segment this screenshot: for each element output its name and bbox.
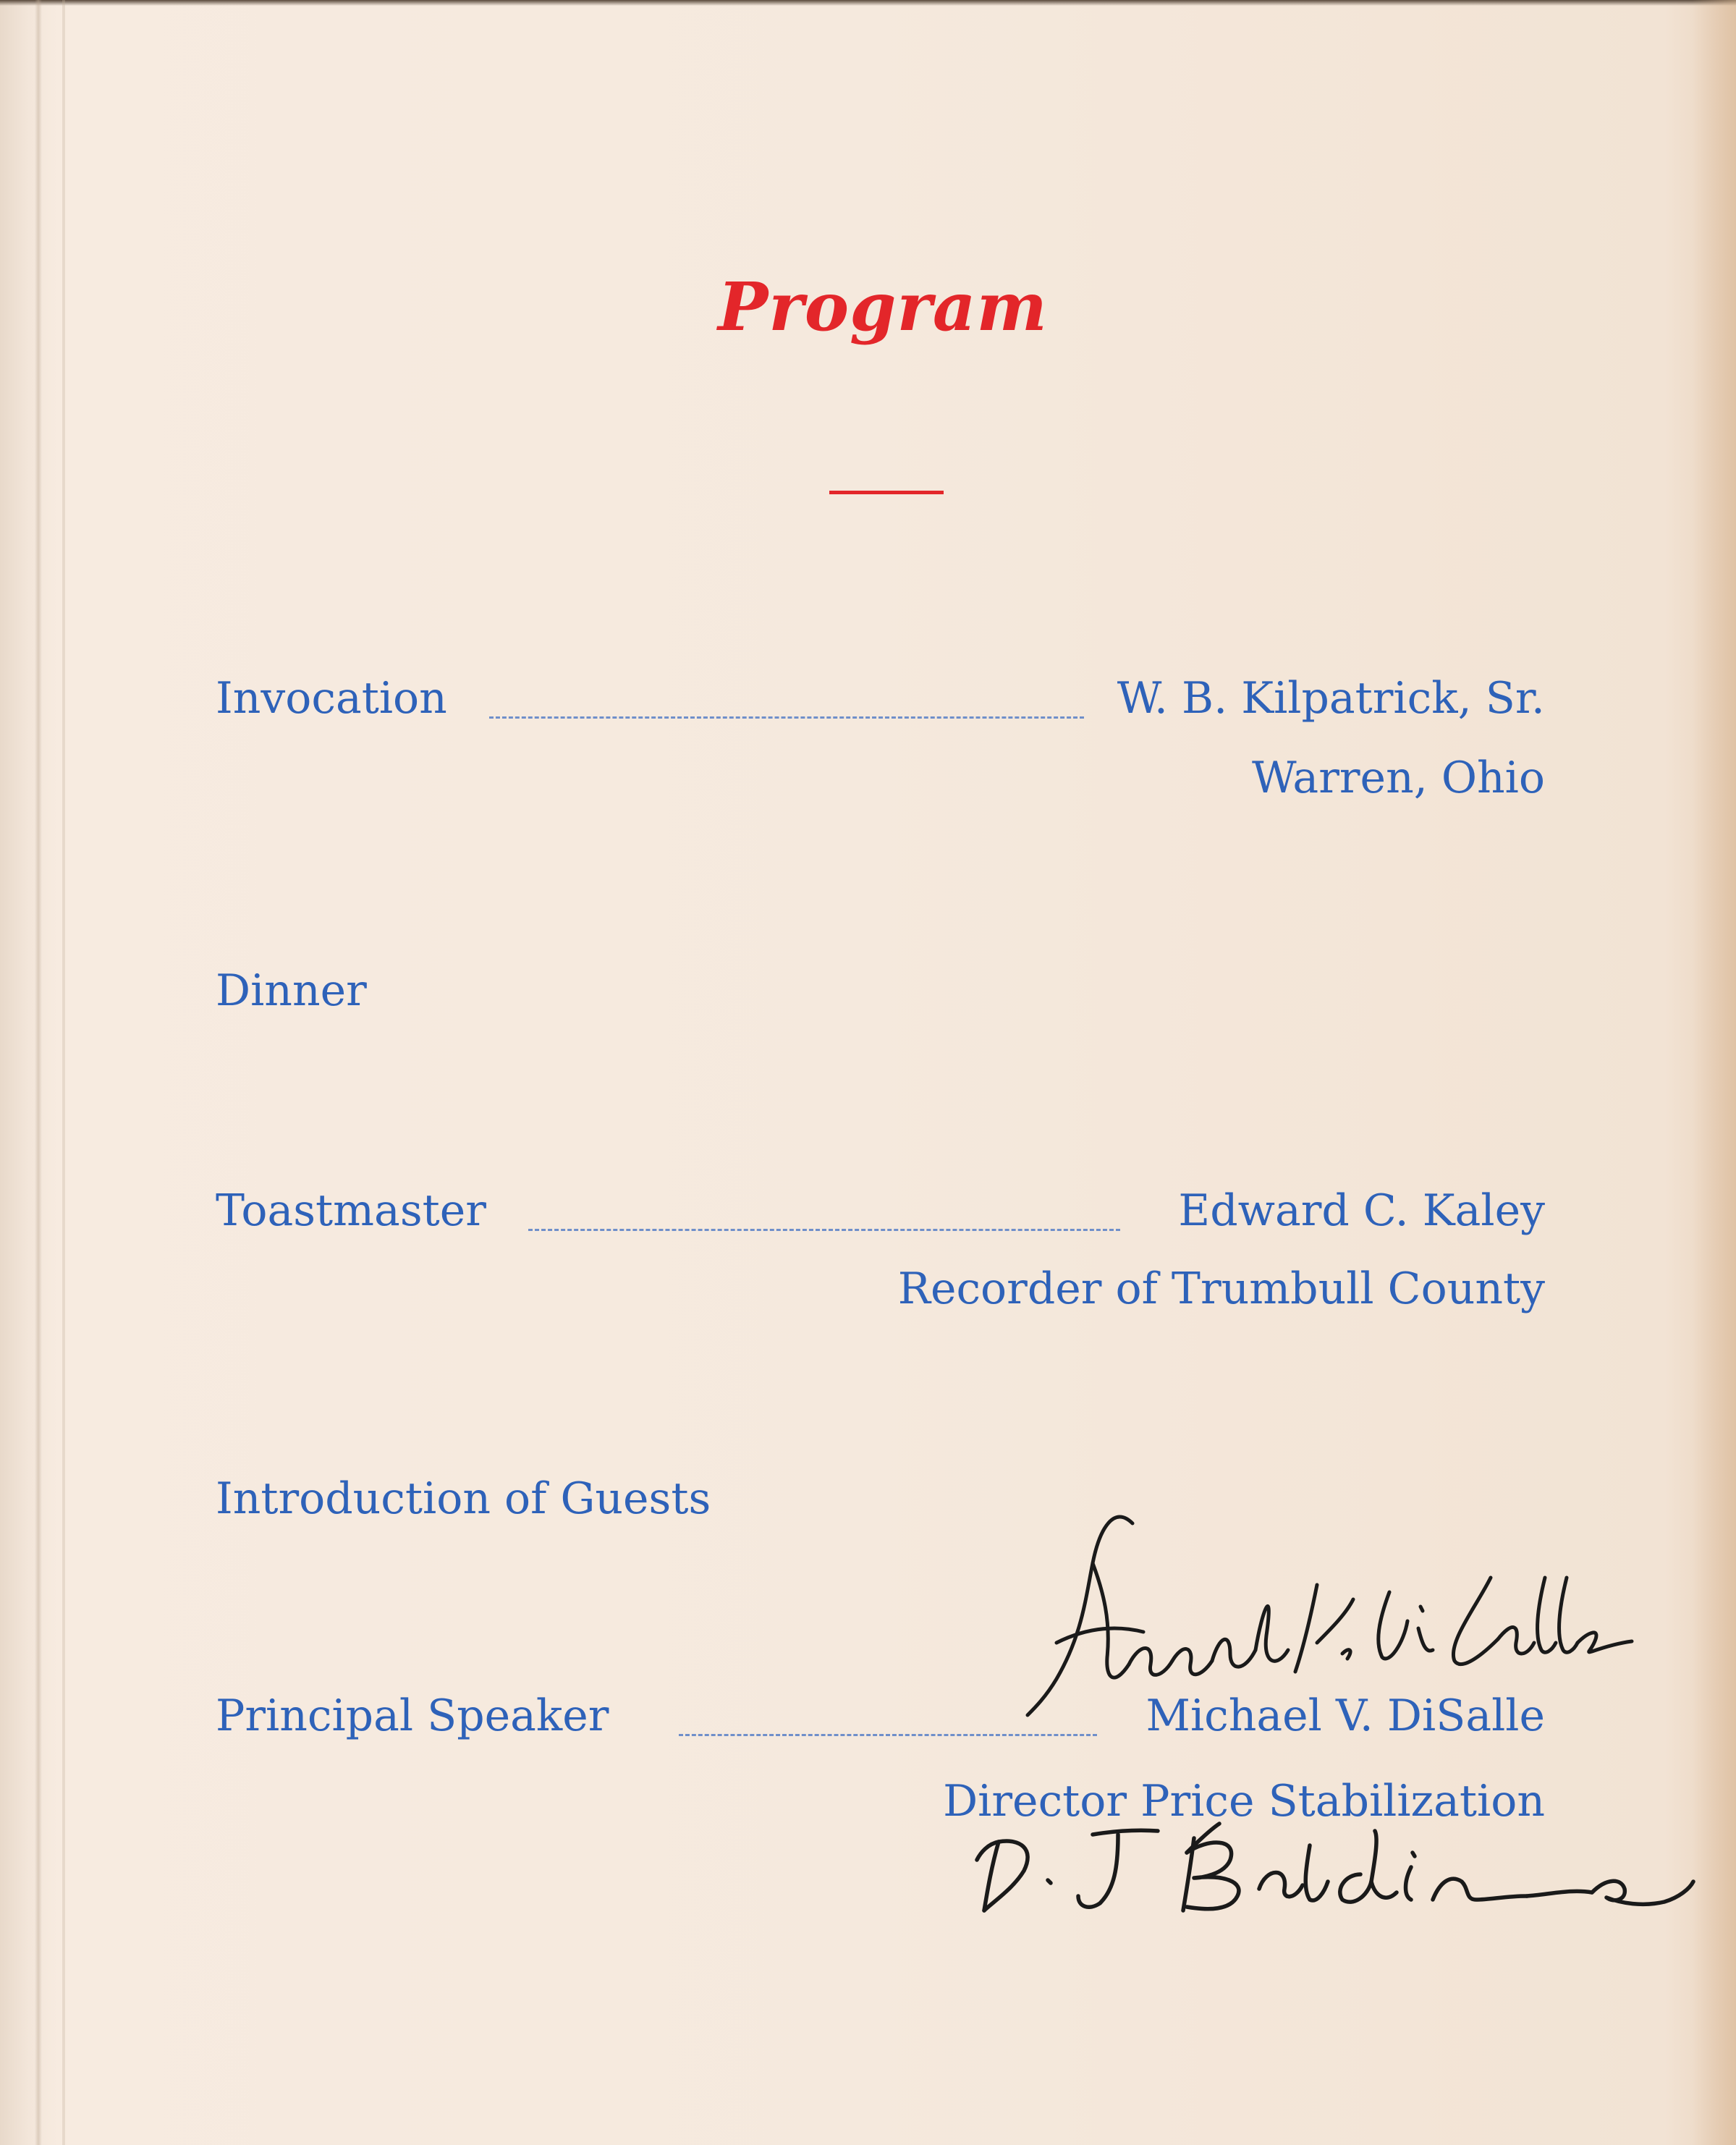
toastmaster-detail: Recorder of Trumbull County bbox=[897, 1264, 1545, 1314]
invocation-leader bbox=[489, 716, 1084, 719]
invocation-name: W. B. Kilpatrick, Sr. bbox=[1117, 673, 1545, 724]
disalle-signature bbox=[1013, 1498, 1635, 1737]
toastmaster-name: Edward C. Kaley bbox=[1178, 1185, 1545, 1236]
toastmaster-label: Toastmaster bbox=[216, 1185, 486, 1236]
invocation-detail: Warren, Ohio bbox=[1251, 753, 1545, 803]
page-title: Program bbox=[718, 268, 1048, 346]
invocation-label: Invocation bbox=[216, 673, 447, 724]
dinner-label: Dinner bbox=[216, 965, 367, 1016]
toastmaster-leader bbox=[528, 1229, 1120, 1231]
principal-speaker-label: Principal Speaker bbox=[216, 1691, 609, 1741]
introduction-label: Introduction of Guests bbox=[216, 1473, 711, 1524]
paper-top-edge bbox=[0, 0, 1736, 6]
baldine-signature bbox=[970, 1809, 1708, 1918]
principal-speaker-name: Michael V. DiSalle bbox=[1146, 1691, 1545, 1741]
principal-speaker-detail: Director Price Stabilization bbox=[943, 1776, 1545, 1827]
title-rule bbox=[829, 491, 944, 494]
